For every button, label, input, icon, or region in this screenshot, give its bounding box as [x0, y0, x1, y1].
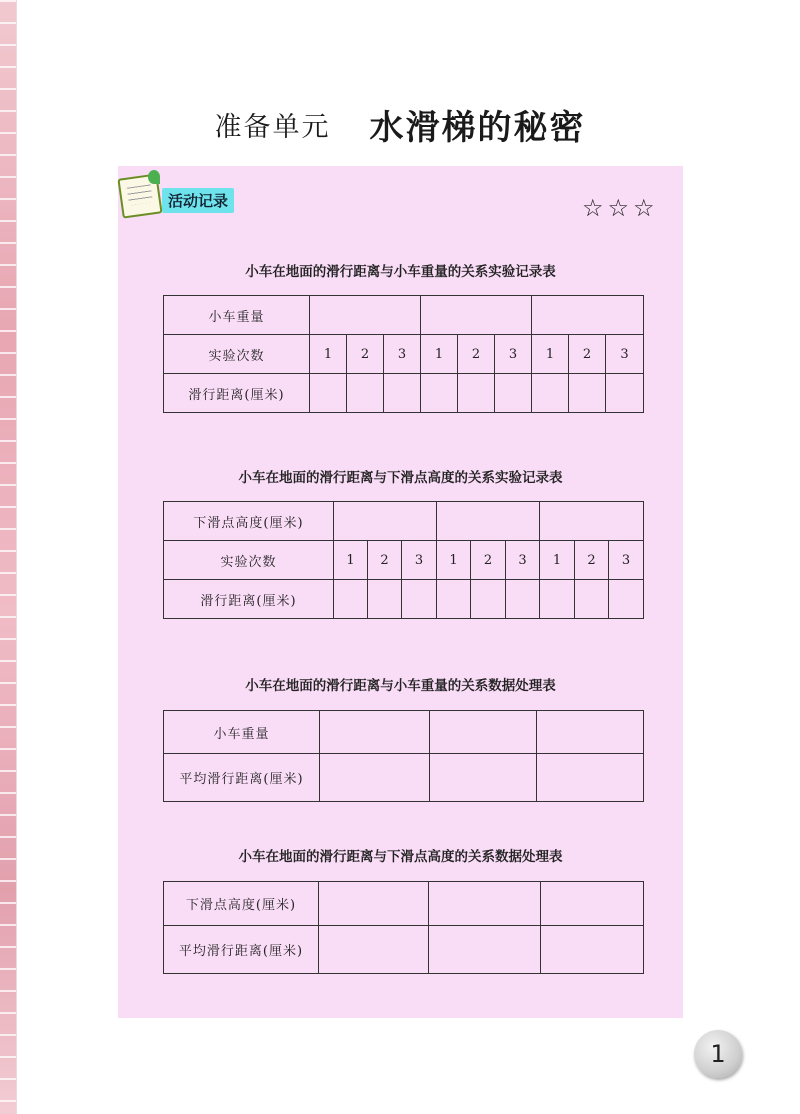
table4-height-summary	[163, 881, 644, 974]
page-title: 水滑梯的秘密	[369, 108, 586, 148]
table1-cell[interactable]	[532, 374, 569, 413]
table2-cell[interactable]	[540, 502, 644, 541]
rating-stars: ☆☆☆	[582, 194, 659, 222]
table2-cell[interactable]	[402, 580, 437, 619]
table4-row-header-average: 平均滑行距离(厘米)	[164, 926, 319, 974]
table1-cell[interactable]	[569, 374, 606, 413]
table4-cell[interactable]	[319, 882, 429, 926]
table1-cell[interactable]	[384, 374, 421, 413]
trial-number: 3	[402, 541, 437, 580]
table3-row-header-weight: 小车重量	[164, 711, 320, 754]
table4-caption: 小车在地面的滑行距离与下滑点高度的关系数据处理表	[238, 849, 563, 865]
table2-cell[interactable]	[437, 580, 471, 619]
table2-cell[interactable]	[437, 502, 540, 541]
table3-cell[interactable]	[537, 754, 644, 802]
table2-row-header-distance: 滑行距离(厘米)	[164, 580, 334, 619]
trial-number: 2	[569, 335, 606, 374]
table1-cell[interactable]	[606, 374, 644, 413]
table1-cell[interactable]	[421, 374, 458, 413]
trial-number: 1	[532, 335, 569, 374]
trial-number: 2	[458, 335, 495, 374]
table2-cell[interactable]	[575, 580, 609, 619]
table1-weight-experiment	[163, 295, 644, 413]
page-heading	[0, 100, 800, 149]
table1-cell[interactable]	[421, 296, 532, 335]
table2-cell[interactable]	[471, 580, 506, 619]
decorative-brick-border	[0, 0, 17, 1114]
table2-row-header-trials: 实验次数	[164, 541, 334, 580]
trial-number: 3	[609, 541, 644, 580]
trial-number: 3	[606, 335, 644, 374]
table4-cell[interactable]	[319, 926, 429, 974]
trial-number: 1	[421, 335, 458, 374]
table4-cell[interactable]	[429, 926, 541, 974]
table2-row-header-height: 下滑点高度(厘米)	[164, 502, 334, 541]
page-number-badge: 1	[694, 1030, 742, 1078]
sprout-icon	[148, 170, 160, 184]
table1-cell[interactable]	[458, 374, 495, 413]
table4-cell[interactable]	[541, 882, 644, 926]
trial-number: 3	[495, 335, 532, 374]
trial-number: 1	[540, 541, 575, 580]
trial-number: 2	[347, 335, 384, 374]
table1-cell[interactable]	[347, 374, 384, 413]
table2-cell[interactable]	[334, 580, 368, 619]
table1-cell[interactable]	[532, 296, 644, 335]
table3-weight-summary	[163, 710, 644, 802]
table2-cell[interactable]	[540, 580, 575, 619]
trial-number: 3	[506, 541, 540, 580]
trial-number: 2	[575, 541, 609, 580]
table2-cell[interactable]	[368, 580, 402, 619]
table1-caption: 小车在地面的滑行距离与小车重量的关系实验记录表	[245, 264, 556, 280]
trial-number: 3	[384, 335, 421, 374]
table1-cell[interactable]	[310, 374, 347, 413]
trial-number: 1	[334, 541, 368, 580]
table2-height-experiment	[163, 501, 644, 619]
table2-cell[interactable]	[506, 580, 540, 619]
table3-cell[interactable]	[320, 754, 430, 802]
table4-row-header-height: 下滑点高度(厘米)	[164, 882, 319, 926]
table2-cell[interactable]	[609, 580, 644, 619]
table4-cell[interactable]	[541, 926, 644, 974]
table2-caption: 小车在地面的滑行距离与下滑点高度的关系实验记录表	[238, 470, 563, 486]
trial-number: 1	[310, 335, 347, 374]
table3-caption: 小车在地面的滑行距离与小车重量的关系数据处理表	[245, 678, 556, 694]
activity-badge	[118, 170, 258, 218]
trial-number: 2	[368, 541, 402, 580]
unit-label: 准备单元	[214, 112, 331, 143]
table1-row-header-weight: 小车重量	[164, 296, 310, 335]
table3-row-header-average: 平均滑行距离(厘米)	[164, 754, 320, 802]
activity-label: 活动记录	[162, 188, 234, 213]
table3-cell[interactable]	[430, 754, 537, 802]
table2-cell[interactable]	[334, 502, 437, 541]
table3-cell[interactable]	[320, 711, 430, 754]
table4-cell[interactable]	[429, 882, 541, 926]
table1-cell[interactable]	[495, 374, 532, 413]
trial-number: 1	[437, 541, 471, 580]
table1-row-header-distance: 滑行距离(厘米)	[164, 374, 310, 413]
trial-number: 2	[471, 541, 506, 580]
table1-row-header-trials: 实验次数	[164, 335, 310, 374]
table1-cell[interactable]	[310, 296, 421, 335]
table3-cell[interactable]	[430, 711, 537, 754]
table3-cell[interactable]	[537, 711, 644, 754]
